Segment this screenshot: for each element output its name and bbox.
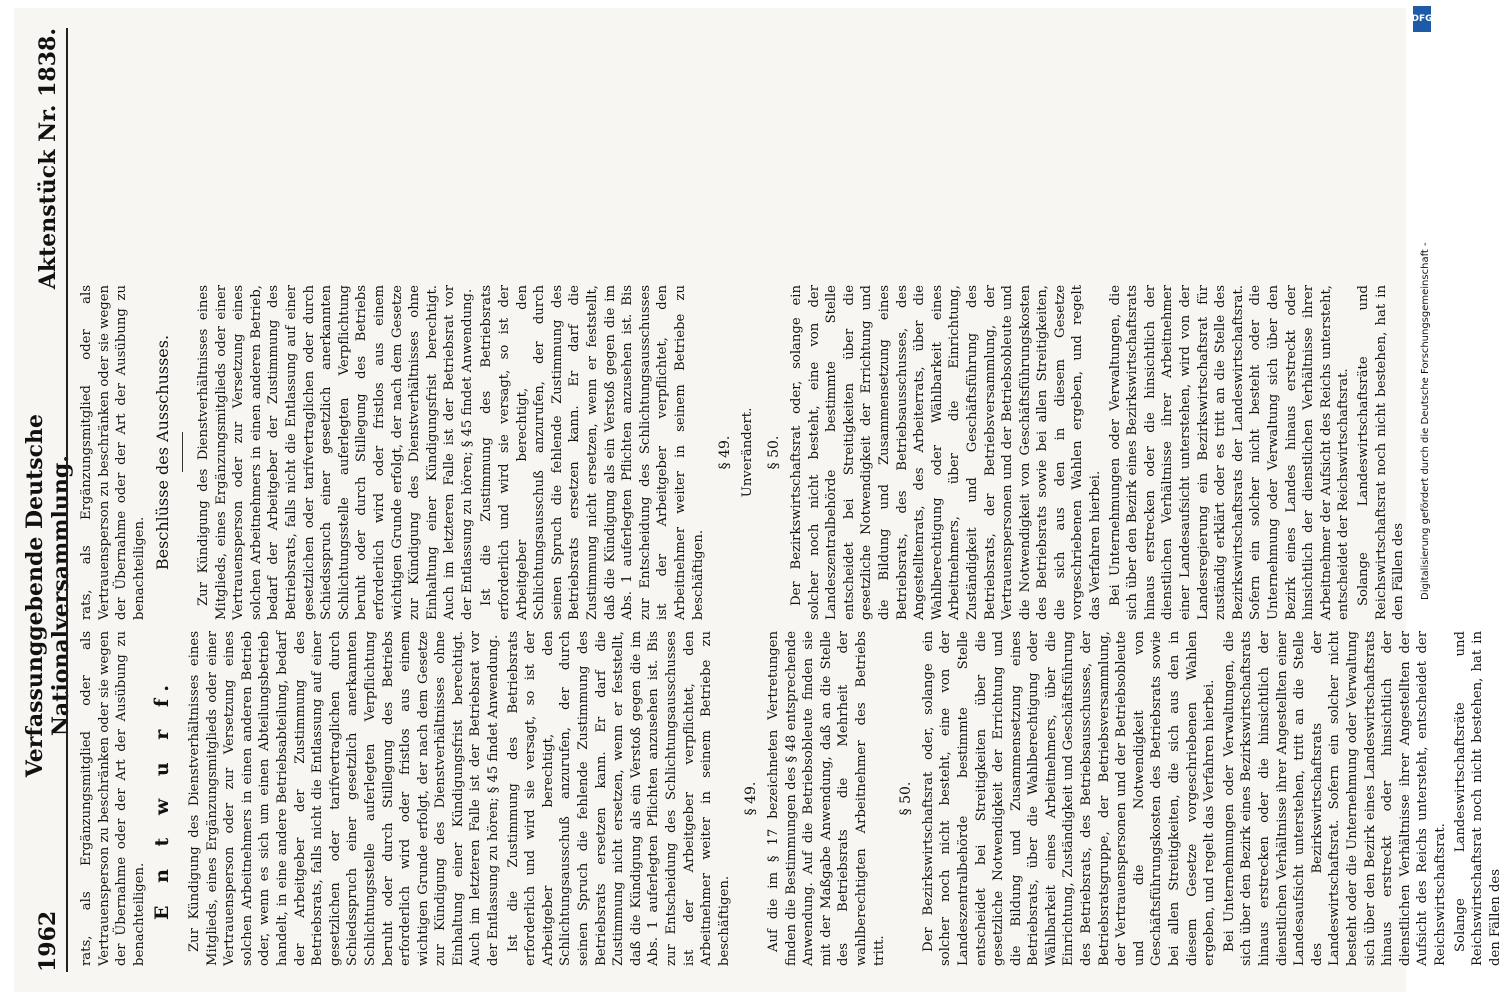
page-header bbox=[22, 28, 74, 972]
header-rule bbox=[66, 28, 68, 972]
page-title: Verfassunggebende Deutsche Nationalversammlung. bbox=[22, 413, 74, 778]
column-heading: E n t w u r f. bbox=[151, 676, 174, 921]
section-heading: § 50. bbox=[766, 435, 783, 470]
paragraph: Unverändert. bbox=[739, 407, 755, 498]
paragraph: rats, als Ergänzungsmitglied oder als Vertrauensperson zu beschränken oder sie wegen der Übernahme oder der Art der Ausübung zu benachteiligen. bbox=[79, 631, 147, 966]
paragraph: Der Bezirkswirtschaftsrat oder, solange ein solcher noch nicht besteht, eine von der Landeszentralbehörde bestimmte Stelle entscheidet bei Streitigkeiten über die gesetzliche Notwendigkeit der Errichtung und die Bildung und Zusammensetzung eines Betriebsrats, des Betriebsausschusses, des Angestelltenrats, des Arbeiterrats, über die Wahlberechtigung oder Wählbarkeit eines Arbeitnehmers, über die Einrichtung, Zuständigkeit und Geschäftsführung des Betriebsrats, der Betriebsversammlung, der Vertrauenspersonen und der Betriebsobleute und die Notwendigkeit von Geschäftsführungskosten des Betriebsrats sowie bei allen Streitigkeiten, die sich aus den in diesem Gesetze vorgeschriebenen Wahlen ergeben, und regelt das Verfahren hierbei. bbox=[788, 285, 1104, 620]
credit-text: Digitalisierung gefördert durch die Deutsche Forschungsgemeinschaft - bbox=[1420, 242, 1431, 600]
paragraph: Zur Kündigung des Dienstverhältnisses eines Mitglieds, eines Ergänzungsmitglieds oder einer Vertrauensperson oder zur Versetzung eines solchen Arbeitnehmers in einen anderen Betrieb oder, wenn es sich um einen Abteilungsbetrieb handelt, in eine andere Betriebsabteilung, bedarf der Arbeitgeber der Zustimmung des Betriebsrats, falls nicht die Entlassung auf einer gesetzlichen oder tarifvertraglichen durch Schiedsspruch einer gesetzlich anerkannten Schlichtungsstelle auferlegten Verpflichtung beruht oder durch Stillegung des Betriebs erforderlich wird oder fristlos aus einem wichtigen Grunde erfolgt, der nach dem Gesetze zur Kündigung des Dienstverhältnisses ohne Einhaltung einer Kündigungsfrist berechtigt. Auch im letzteren Falle ist der Betriebsrat vor der Entlassung zu hören; § 45 findet Anwendung. bbox=[186, 631, 502, 966]
paragraph: Der Bezirkswirtschaftsrat oder, solange ein solcher noch nicht besteht, eine von der Landeszentralbehörde bestimmte Stelle entscheidet bei Streitigkeiten über die gesetzliche Notwendigkeit der Errichtung und die Bildung und Zusammensetzung eines Betriebsrats, über die Wahlberechtigung oder Wählbarkeit eines Arbeitnehmers, über die Einrichtung, Zuständigkeit und Geschäftsführung des Betriebsrats, des Betriebsausschusses, der Betriebsratsgruppe, der Betriebsversammlung, der Vertrauenspersonen und der Betriebsobleute und die Notwendigkeit von Geschäftsführungskosten des Betriebsrats sowie bei allen Streitigkeiten, die sich aus den in diesem Gesetze vorgeschriebenen Wahlen ergeben, und regelt das Verfahren hierbei. bbox=[920, 631, 1218, 966]
paragraph: Solange Landeswirtschaftsräte und Reichswirtschaftsrat noch nicht bestehen, hat in den Fällen des bbox=[1355, 285, 1407, 620]
paragraph: Solange Landeswirtschaftsräte und Reichswirtschaftsrat noch nicht bestehen, hat in den Fällen des bbox=[1452, 631, 1503, 966]
section-heading: § 49. bbox=[743, 781, 760, 816]
paragraph: rats, als Ergänzungsmitglied oder als Vertrauensperson zu beschränken oder sie wegen der Übernahme oder der Art der Ausübung zu benachteiligen. bbox=[79, 285, 147, 620]
paragraph: Ist die Zustimmung des Betriebsrats erforderlich und wird sie versagt, so ist der Arbeitgeber berechtigt, den Schlichtungsausschuß anzurufen, der durch seinen Spruch die fehlende Zustimmung des Betriebsrats ersetzen kann. Er darf die Zustimmung nicht ersetzen, wenn er feststellt, daß die Kündigung als ein Verstoß gegen die im Abs. 1 auferlegten Pflichten anzusehen ist. Bis zur Entscheidung des Schlichtungsausschusses ist der Arbeitgeber verpflichtet, den Arbeitnehmer weiter in seinem Betriebe zu beschäftigen. bbox=[479, 285, 706, 620]
section-heading: § 49. bbox=[717, 435, 734, 470]
column-beschluesse bbox=[78, 285, 1410, 620]
paragraph: Zur Kündigung des Dienstverhältnisses eines Mitglieds, eines Ergänzungsmitglieds oder einer Vertrauensperson oder zur Versetzung eines solchen Arbeitnehmers in einen anderen Betrieb, bedarf der Arbeitgeber der Zustimmung des Betriebsrats, falls nicht die Entlassung auf einer gesetzlichen oder tarifvertraglichen oder durch Schiedsspruch einer gesetzlich anerkannten Schlichtungsstelle auferlegten Verpflichtung beruht oder durch Stillegung des Betriebs erforderlich wird oder fristlos aus einem wichtigen Grunde erfolgt, der nach dem Gesetze zur Kündigung des Dienstverhältnisses ohne Einhaltung einer Kündigungsfrist berechtigt. Auch im letzteren Falle ist der Betriebsrat vor der Entlassung zu hören; § 45 findet Anwendung. bbox=[195, 285, 475, 620]
column-entwurf bbox=[78, 631, 1506, 966]
section-heading: § 50. bbox=[898, 781, 915, 816]
column-heading: Beschlüsse des Ausschusses. bbox=[153, 334, 173, 571]
paragraph: Bei Unternehmungen oder Verwaltungen, die sich über den Bezirk eines Bezirkswirtschaftsrats hinaus erstrecken oder die hinsichtlich der dienstlichen Verhältnisse ihrer Arbeitnehmer einer Landesaufsicht unterstehen, wird von der Landesregierung ein Bezirkswirtschaftsrat für zuständig erklärt oder es tritt an die Stelle des Bezirkswirtschaftsrats der Landeswirtschaftsrat. Sofern ein solcher nicht besteht oder die Unternehmung oder Verwaltung sich über den Bezirk eines Landes hinaus erstreckt oder hinsichtlich der dienstlichen Verhältnisse ihrer Arbeitnehmer der Aufsicht des Reichs untersteht, entscheidet der Reichswirtschaftsrat. bbox=[1107, 285, 1352, 620]
dfg-logo: DFG bbox=[1413, 6, 1431, 32]
digitization-credit bbox=[1413, 0, 1433, 1000]
page-number: 1962 bbox=[35, 910, 61, 972]
document-number: Aktenstück Nr. 1838. bbox=[35, 28, 61, 290]
paragraph: Auf die im § 17 bezeichneten Vertretungen finden die Bestimmungen des § 48 entsprechende Anwendung. Auf die Betriebsobleute finden sie mit der Maßgabe Anwendung, daß an die Stelle des Betriebsrats die Mehrheit der wahlberechtigten Arbeitnehmer des Betriebs tritt. bbox=[765, 631, 887, 966]
paragraph: Ist die Zustimmung des Betriebsrats erforderlich und wird sie versagt, so ist der Arbeitgeber berechtigt, den Schlichtungsausschuß anzurufen, der durch seinen Spruch die fehlende Zustimmung des Betriebsrats ersetzen kann. Er darf die Zustimmung nicht ersetzen, wenn er feststellt, daß die Kündigung als ein Verstoß gegen die im Abs. 1 auferlegten Pflichten anzusehen ist. Bis zur Entscheidung des Schlichtungsausschusses ist der Arbeitgeber verpflichtet, den Arbeitnehmer weiter in seinem Betriebe zu beschäftigen. bbox=[505, 631, 732, 966]
divider bbox=[182, 433, 183, 473]
paragraph: Bei Unternehmungen oder Verwaltungen, die sich über den Bezirk eines Bezirkswirtschaftsrats hinaus erstrecken oder die hinsichtlich der dienstlichen Verhältnisse ihrer Angestellten einer Landesaufsicht unterstehen, tritt an die Stelle des Bezirkswirtschaftsrats der Landeswirtschaftsrat. Sofern ein solcher nicht besteht oder die Unternehmung oder Verwaltung sich über den Bezirk eines Landeswirtschaftsrats hinaus erstreckt oder hinsichtlich der dienstlichen Verhältnisse ihrer Angestellten der Aufsicht des Reichs untersteht, entscheidet der Reichswirtschaftsrat. bbox=[1221, 631, 1448, 966]
